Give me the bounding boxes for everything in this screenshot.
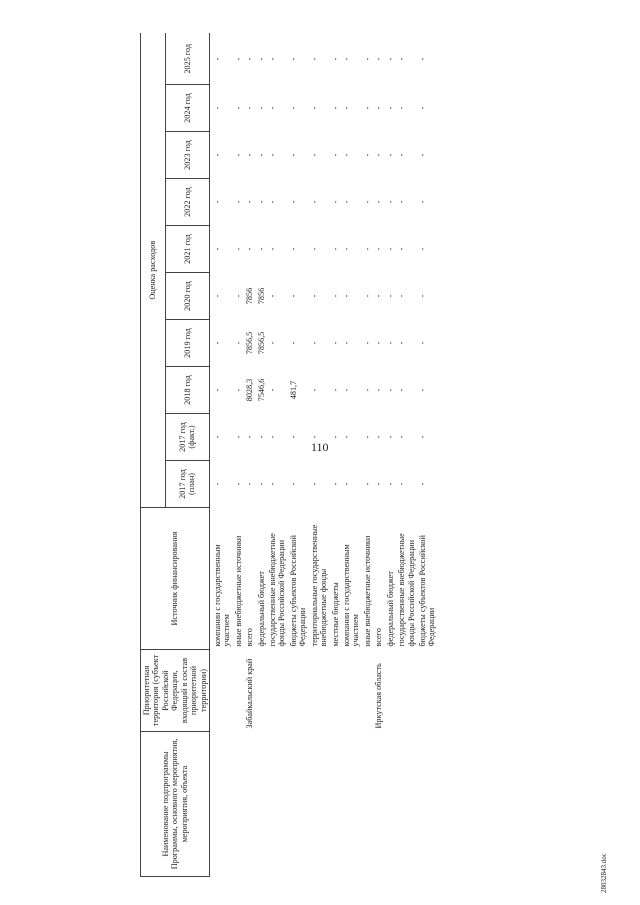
- row-value-cell: -: [245, 482, 255, 486]
- row-territory-cell: Иркутская область: [374, 663, 384, 729]
- row-value-cell: -: [385, 294, 395, 298]
- row-value-cell: -: [374, 247, 384, 251]
- row-value-cell: -: [342, 153, 352, 157]
- row-value-cell: -: [417, 247, 427, 251]
- row-value-cell: -: [233, 153, 243, 157]
- row-value-cell: -: [245, 153, 255, 157]
- row-value-cell: -: [362, 341, 372, 345]
- row-value-cell: -: [397, 341, 407, 345]
- row-source-cell: иные внебюджетные источники: [233, 535, 243, 647]
- row-value-cell: -: [385, 200, 395, 204]
- row-value-cell: -: [309, 388, 319, 392]
- table-row: [362, 33, 373, 876]
- row-value-cell: -: [417, 57, 427, 61]
- row-source-cell: компании с государственным участием: [342, 544, 361, 647]
- row-value-cell: -: [417, 200, 427, 204]
- row-value-cell: -: [233, 341, 243, 345]
- row-value-cell: -: [309, 200, 319, 204]
- row-value-cell: -: [397, 482, 407, 486]
- row-value-cell: -: [330, 341, 340, 345]
- table-row: [309, 33, 330, 876]
- header-year: 2018 год: [165, 367, 209, 414]
- header-year: 2020 год: [165, 273, 209, 320]
- row-name-cell: [244, 732, 255, 877]
- row-source-cell: государственные внебюджетные фонды Российской Федерации: [268, 533, 287, 647]
- row-name-cell: [396, 732, 417, 877]
- row-value-cell: -: [342, 388, 352, 392]
- row-value-cell: -: [288, 106, 298, 110]
- row-territory-cell: [417, 650, 438, 732]
- row-value-cell: -: [309, 435, 319, 439]
- row-value-cell: -: [397, 435, 407, 439]
- row-value-cell: -: [256, 106, 266, 110]
- table-row: [267, 33, 288, 876]
- row-value-cell: -: [417, 482, 427, 486]
- row-value-cell: -: [362, 482, 372, 486]
- row-value-cell: -: [342, 106, 352, 110]
- row-value-cell: -: [342, 341, 352, 345]
- table-body: [209, 33, 437, 876]
- header-year: 2023 год: [165, 132, 209, 179]
- row-value-cell: -: [342, 200, 352, 204]
- page-number: 110: [311, 440, 329, 454]
- row-value-cell: -: [233, 435, 243, 439]
- row-value-cell: -: [330, 106, 340, 110]
- row-value-cell: -: [309, 153, 319, 157]
- row-value-cell: -: [309, 247, 319, 251]
- row-value-cell: -: [288, 294, 298, 298]
- row-value-cell: -: [374, 294, 384, 298]
- row-value-cell: -: [385, 247, 395, 251]
- header-year: 2022 год: [165, 179, 209, 226]
- row-source-cell: территориальные государственные внебюджетные фонды: [309, 524, 329, 647]
- row-source-cell: всего: [374, 628, 384, 647]
- row-value-cell: -: [385, 435, 395, 439]
- row-territory-cell: [233, 650, 244, 732]
- row-name-cell: [385, 732, 396, 877]
- row-value-cell: -: [330, 388, 340, 392]
- row-value-cell: 8028,3: [245, 378, 255, 402]
- row-value-cell: -: [288, 57, 298, 61]
- row-name-cell: [209, 732, 232, 877]
- table-row: [373, 33, 384, 876]
- row-name-cell: [417, 732, 438, 877]
- row-value-cell: -: [288, 153, 298, 157]
- row-value-cell: -: [374, 341, 384, 345]
- row-value-cell: -: [212, 294, 222, 298]
- row-value-cell: -: [268, 482, 278, 486]
- table-row: [288, 33, 309, 876]
- row-value-cell: -: [256, 200, 266, 204]
- row-value-cell: -: [212, 106, 222, 110]
- row-name-cell: [256, 732, 267, 877]
- row-value-cell: -: [212, 341, 222, 345]
- row-value-cell: -: [330, 57, 340, 61]
- header-year: 2024 год: [165, 85, 209, 132]
- row-value-cell: -: [245, 435, 255, 439]
- row-value-cell: -: [268, 57, 278, 61]
- row-value-cell: -: [385, 106, 395, 110]
- row-value-cell: -: [268, 247, 278, 251]
- row-value-cell: -: [397, 200, 407, 204]
- row-value-cell: -: [374, 57, 384, 61]
- row-value-cell: 7856: [245, 287, 255, 305]
- row-value-cell: -: [417, 388, 427, 392]
- row-name-cell: [233, 732, 244, 877]
- row-value-cell: -: [309, 294, 319, 298]
- header-year: 2019 год: [165, 320, 209, 367]
- row-value-cell: -: [330, 247, 340, 251]
- row-value-cell: -: [417, 435, 427, 439]
- table-row: [330, 33, 341, 876]
- row-value-cell: -: [233, 294, 243, 298]
- table-row: [256, 33, 267, 876]
- row-value-cell: -: [374, 435, 384, 439]
- row-value-cell: -: [397, 247, 407, 251]
- table-row: [341, 33, 362, 876]
- row-value-cell: -: [245, 106, 255, 110]
- row-source-cell: местные бюджеты: [330, 582, 340, 647]
- row-value-cell: -: [268, 388, 278, 392]
- row-value-cell: -: [385, 482, 395, 486]
- row-value-cell: -: [288, 247, 298, 251]
- row-value-cell: -: [362, 57, 372, 61]
- row-source-cell: бюджеты субъектов Российской Федерации: [417, 535, 437, 647]
- row-value-cell: -: [362, 200, 372, 204]
- footer-document-code: 28032843.doc: [600, 853, 608, 893]
- row-value-cell: -: [374, 200, 384, 204]
- row-value-cell: -: [256, 247, 266, 251]
- row-value-cell: 7856,5: [245, 331, 255, 355]
- row-name-cell: [309, 732, 330, 877]
- row-value-cell: -: [417, 341, 427, 345]
- row-value-cell: -: [268, 200, 278, 204]
- row-value-cell: -: [309, 341, 319, 345]
- row-value-cell: -: [288, 200, 298, 204]
- row-value-cell: -: [342, 57, 352, 61]
- row-value-cell: -: [309, 106, 319, 110]
- row-value-cell: -: [330, 200, 340, 204]
- row-source-cell: всего: [245, 628, 255, 647]
- row-value-cell: -: [245, 200, 255, 204]
- row-value-cell: -: [417, 294, 427, 298]
- row-value-cell: -: [342, 294, 352, 298]
- header-source: Источник финансирования: [141, 508, 210, 650]
- row-source-cell: бюджеты субъектов Российской Федерации: [288, 535, 308, 647]
- row-value-cell: -: [233, 247, 243, 251]
- row-value-cell: -: [268, 341, 278, 345]
- row-value-cell: -: [233, 200, 243, 204]
- row-source-cell: федеральный бюджет: [385, 571, 395, 647]
- row-value-cell: -: [342, 247, 352, 251]
- row-value-cell: -: [330, 153, 340, 157]
- row-value-cell: -: [309, 57, 319, 61]
- row-value-cell: 7856: [256, 287, 266, 305]
- table-row: [233, 33, 244, 876]
- header-name: Наименование подпрограммы Программы, основного мероприятия, мероприятия, объекта: [141, 732, 210, 877]
- row-value-cell: -: [374, 482, 384, 486]
- row-territory-cell: [267, 650, 288, 732]
- row-value-cell: -: [256, 153, 266, 157]
- row-value-cell: -: [268, 153, 278, 157]
- row-value-cell: -: [330, 482, 340, 486]
- row-value-cell: -: [288, 482, 298, 486]
- row-territory-cell: [309, 650, 330, 732]
- row-territory-cell: [256, 650, 267, 732]
- row-name-cell: [341, 732, 362, 877]
- row-name-cell: [288, 732, 309, 877]
- row-value-cell: -: [268, 435, 278, 439]
- row-value-cell: -: [212, 435, 222, 439]
- row-value-cell: -: [330, 294, 340, 298]
- row-name-cell: [267, 732, 288, 877]
- header-year: 2017 год (факт.): [165, 414, 209, 461]
- row-value-cell: -: [212, 482, 222, 486]
- row-value-cell: -: [212, 57, 222, 61]
- row-value-cell: -: [268, 106, 278, 110]
- header-year: 2025 год: [165, 33, 209, 84]
- table-row: [209, 33, 232, 876]
- row-value-cell: 7856,5: [256, 331, 266, 355]
- row-value-cell: -: [288, 341, 298, 345]
- row-value-cell: -: [245, 247, 255, 251]
- table-row: [385, 33, 396, 876]
- row-value-cell: -: [212, 200, 222, 204]
- row-territory-cell: [396, 650, 417, 732]
- row-value-cell: 481,7: [288, 380, 298, 400]
- row-value-cell: -: [256, 57, 266, 61]
- row-territory-cell: [330, 650, 341, 732]
- row-value-cell: -: [397, 294, 407, 298]
- row-value-cell: -: [397, 106, 407, 110]
- row-value-cell: -: [212, 388, 222, 392]
- row-value-cell: -: [362, 435, 372, 439]
- row-territory-cell: [385, 650, 396, 732]
- row-value-cell: -: [309, 482, 319, 486]
- row-value-cell: -: [233, 106, 243, 110]
- table-row: [244, 33, 255, 876]
- row-value-cell: -: [417, 153, 427, 157]
- row-source-cell: компании с государственным участием: [212, 544, 232, 647]
- row-territory-cell: [362, 650, 373, 732]
- row-value-cell: -: [256, 482, 266, 486]
- row-value-cell: -: [233, 388, 243, 392]
- row-value-cell: -: [288, 435, 298, 439]
- row-value-cell: -: [397, 153, 407, 157]
- row-source-cell: федеральный бюджет: [256, 571, 266, 647]
- table-row: [396, 33, 417, 876]
- row-value-cell: -: [374, 106, 384, 110]
- header-estimate: Оценка расходов: [141, 33, 166, 507]
- row-value-cell: -: [397, 57, 407, 61]
- row-value-cell: -: [385, 57, 395, 61]
- row-value-cell: -: [268, 294, 278, 298]
- row-value-cell: -: [362, 153, 372, 157]
- row-value-cell: -: [330, 435, 340, 439]
- row-territory-cell: [209, 650, 232, 732]
- header-year: 2017 год (план): [165, 461, 209, 508]
- header-territory: Приоритетная территория (субъект Российской Федерации, входящий в состав приоритетной территории): [141, 650, 210, 732]
- row-value-cell: -: [362, 388, 372, 392]
- row-name-cell: [362, 732, 373, 877]
- row-value-cell: 7546,6: [256, 378, 266, 402]
- row-value-cell: -: [362, 247, 372, 251]
- row-value-cell: -: [233, 57, 243, 61]
- table-row: [417, 33, 438, 876]
- row-value-cell: -: [362, 106, 372, 110]
- row-name-cell: [373, 732, 384, 877]
- row-value-cell: -: [374, 388, 384, 392]
- row-value-cell: -: [417, 106, 427, 110]
- row-source-cell: иные внебюджетные источники: [362, 535, 372, 647]
- row-value-cell: -: [362, 294, 372, 298]
- row-name-cell: [330, 732, 341, 877]
- rotated-table-container: [140, 34, 640, 877]
- row-value-cell: -: [342, 482, 352, 486]
- row-value-cell: -: [212, 247, 222, 251]
- row-value-cell: -: [342, 435, 352, 439]
- row-value-cell: -: [212, 153, 222, 157]
- row-value-cell: -: [256, 435, 266, 439]
- row-territory-cell: Забайкальский край: [245, 658, 255, 729]
- row-value-cell: -: [385, 341, 395, 345]
- row-value-cell: -: [245, 57, 255, 61]
- row-value-cell: -: [233, 482, 243, 486]
- row-territory-cell: [288, 650, 309, 732]
- row-value-cell: -: [385, 388, 395, 392]
- row-territory-cell: [341, 650, 362, 732]
- row-value-cell: -: [397, 388, 407, 392]
- row-value-cell: -: [374, 153, 384, 157]
- header-year: 2021 год: [165, 226, 209, 273]
- row-source-cell: государственные внебюджетные фонды Российской Федерации: [397, 533, 416, 647]
- row-value-cell: -: [385, 153, 395, 157]
- expense-table: [140, 33, 438, 877]
